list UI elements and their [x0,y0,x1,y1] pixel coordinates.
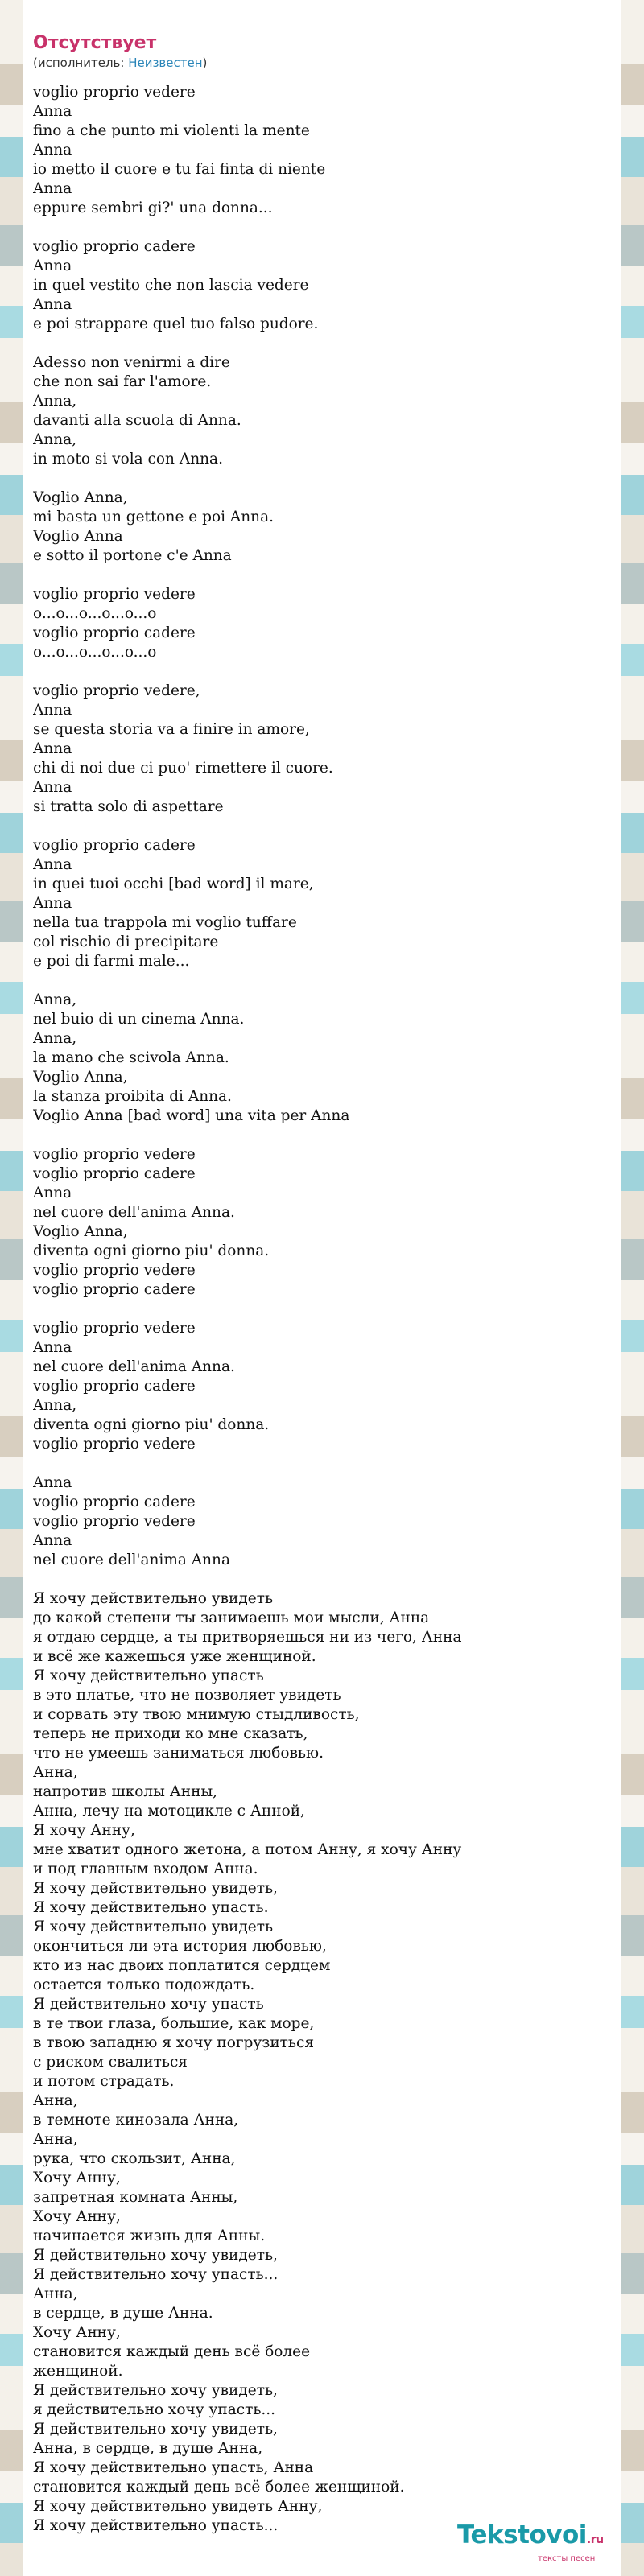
lyric-line: женщиной. [33,2363,123,2380]
lyric-line: se questa storia va a finire in amore, [33,721,310,738]
lyrics-text [23,76,621,2536]
lyric-line: nella tua trappola mi voglio tuffare [33,914,297,931]
stanza-gap [33,334,621,353]
song-title: Отсутствует [33,33,157,53]
lyric-line: col rischio di precipitare [33,934,219,950]
lyric-line: voglio proprio cadere [33,1165,196,1182]
logo-tld: .ru [586,2533,604,2546]
performer-suffix: ) [202,56,208,70]
lyric-line: Anna [33,180,72,197]
lyric-line: Я хочу действительно упасть... [33,2517,279,2534]
lyric-line: и потом страдать. [33,2073,175,2090]
lyric-line: Anna [33,142,72,159]
lyric-line: voglio proprio vedere [33,84,196,101]
lyric-line: Voglio Anna, [33,1069,128,1086]
lyric-line: я действительно хочу упасть... [33,2401,276,2418]
lyric-line: Я действительно хочу упасть [33,1996,264,2013]
lyric-line: voglio proprio vedere [33,1436,196,1453]
lyric-line: si tratta solo di aspettare [33,798,224,815]
lyric-line: eppure sembri gi?' una donna... [33,200,273,216]
lyric-line: Анна, [33,2131,78,2148]
lyric-line: Anna [33,740,72,757]
stanza-gap [33,817,621,836]
stanza-gap [33,1570,621,1589]
lyric-line: o...o...o...o...o...o [33,644,157,661]
lyric-line: и всё же кажешься уже женщиной. [33,1648,316,1665]
lyric-line: Я хочу действительно увидеть [33,1590,274,1607]
lyric-line: voglio proprio cadere [33,1378,196,1395]
lyric-line: Я действительно хочу увидеть, [33,2247,278,2264]
lyric-line: в темноте кинозала Анна, [33,2112,239,2129]
lyric-line: в сердце, в душе Анна. [33,2305,213,2322]
lyric-line: voglio proprio vedere [33,1513,196,1530]
lyric-line: diventa ogni giorno piu' donna. [33,1243,270,1259]
logo-name: Tekstovoi [457,2520,587,2549]
lyric-line: кто из нас двоих поплатится сердцем [33,1957,331,1974]
lyric-line: Anna [33,103,72,120]
lyric-line: в те твои глаза, большие, как море, [33,2015,315,2032]
lyric-line: voglio proprio cadere [33,1281,196,1298]
lyric-line: voglio proprio cadere [33,1494,196,1511]
lyric-line: окончиться ли эта история любовью, [33,1938,327,1955]
lyric-line: я отдаю сердце, а ты притворяешься ни из чего, Анна [33,1629,462,1646]
lyric-line: Anna, [33,991,77,1008]
lyric-line: io metto il cuore e tu fai finta di niente [33,161,326,178]
lyric-line: e poi strappare quel tuo falso pudore. [33,315,319,332]
lyric-line: остается только подождать. [33,1976,255,1993]
lyric-line: Anna [33,856,72,873]
site-logo[interactable] [457,2520,626,2563]
lyrics-page [23,0,621,2576]
lyric-line: Voglio Anna [33,528,123,545]
lyric-line: Анна, [33,2285,78,2302]
lyric-line: e sotto il portone c'e Anna [33,547,232,564]
lyric-line: nel cuore dell'anima Anna [33,1552,230,1568]
song-header [23,0,621,76]
lyric-line: voglio proprio cadere [33,624,196,641]
lyric-line: начинается жизнь для Анны. [33,2228,266,2244]
lyric-line: e poi di farmi male... [33,953,190,970]
lyric-line: Anna, [33,1397,77,1414]
lyric-line: что не умеешь заниматься любовью. [33,1745,324,1762]
lyric-line: теперь не приходи ко мне сказать, [33,1725,308,1742]
stanza-gap [33,566,621,585]
lyric-line: Voglio Anna [bad word] una vita per Anna [33,1107,350,1124]
lyric-line: mi basta un gettone e poi Anna. [33,509,275,526]
lyric-line: Anna [33,1532,72,1549]
lyric-line: diventa ogni giorno piu' donna. [33,1416,270,1433]
lyric-line: до какой степени ты занимаешь мои мысли, Анна [33,1609,430,1626]
lyric-line: Я хочу действительно увидеть [33,1919,274,1935]
lyric-line: voglio proprio cadere [33,238,196,255]
logo-tagline: тексты песен [538,2554,596,2563]
lyric-line: voglio proprio vedere, [33,682,200,699]
lyric-line: Анна, [33,2092,78,2109]
stanza-gap [33,1300,621,1319]
lyric-line: становится каждый день всё более [33,2343,311,2360]
lyric-line: che non sai far l'amore. [33,373,212,390]
lyric-line: в это платье, что не позволяет увидеть [33,1687,341,1704]
lyric-line: и сорвать эту твою мнимую стыдливость, [33,1706,360,1723]
stanza-gap [33,1454,621,1473]
lyric-line: напротив школы Анны, [33,1783,218,1800]
lyric-line: Хочу Анну, [33,2324,121,2341]
lyric-line: Анна, в сердце, в душе Анна, [33,2440,263,2457]
lyric-line: Я хочу действительно упасть, Анна [33,2459,314,2476]
lyric-line: in quei tuoi occhi [bad word] il mare, [33,876,314,892]
lyric-line: в твою западню я хочу погрузиться [33,2034,315,2051]
lyric-line: Хочу Анну, [33,2170,121,2187]
lyric-line: становится каждый день всё более женщиной. [33,2479,405,2496]
performer-link[interactable]: Неизвестен [128,56,203,70]
lyric-line: Anna [33,895,72,912]
lyric-line: Anna, [33,393,77,410]
lyric-line: Voglio Anna, [33,489,128,506]
stanza-gap [33,971,621,991]
lyric-line: Anna [33,296,72,313]
lyric-line: Я хочу действительно увидеть, [33,1880,278,1897]
lyric-line: Anna [33,779,72,796]
lyric-line: nel cuore dell'anima Anna. [33,1358,235,1375]
lyric-line: Анна, [33,1764,78,1781]
lyric-line: Я хочу действительно увидеть Анну, [33,2498,323,2515]
lyric-line: in moto si vola con Anna. [33,451,223,468]
lyric-line: Я хочу Анну, [33,1822,135,1839]
logo-wordmark [457,2520,626,2554]
lyric-line: с риском свалиться [33,2054,188,2071]
lyric-line: Я действительно хочу увидеть, [33,2421,278,2438]
lyric-line: Я хочу действительно упасть. [33,1899,269,1916]
lyric-line: voglio proprio vedere [33,1146,196,1163]
stanza-gap [33,1126,621,1145]
lyric-line: Хочу Анну, [33,2208,121,2225]
lyric-line: la mano che scivola Anna. [33,1049,229,1066]
lyric-line: in quel vestito che non lascia vedere [33,277,309,294]
lyric-line: chi di noi due ci puo' rimettere il cuore. [33,760,333,777]
lyric-line: Anna, [33,431,77,448]
lyric-line: voglio proprio vedere [33,586,196,603]
stanza-gap [33,218,621,237]
lyric-line: nel cuore dell'anima Anna. [33,1204,235,1221]
lyric-line: запретная комната Анны, [33,2189,238,2206]
lyric-line: и под главным входом Анна. [33,1861,258,1877]
stanza-gap [33,662,621,682]
lyric-line: voglio proprio cadere [33,837,196,854]
lyric-line: Anna [33,1339,72,1356]
lyric-line: Anna [33,258,72,274]
lyric-line: Anna [33,1474,72,1491]
lyric-line: Я действительно хочу увидеть, [33,2382,278,2399]
lyric-line: рука, что скользит, Анна, [33,2150,236,2167]
lyric-line: voglio proprio vedere [33,1262,196,1279]
lyric-line: Anna, [33,1030,77,1047]
lyric-line: o...o...o...o...o...o [33,605,157,622]
lyric-line: Анна, лечу на мотоцикле с Анной, [33,1803,305,1820]
performer-prefix: (исполнитель: [33,56,129,70]
lyric-line: la stanza proibita di Anna. [33,1088,232,1105]
lyric-line: Я действительно хочу упасть... [33,2266,279,2283]
stanza-gap [33,469,621,488]
lyric-line: nel buio di un cinema Anna. [33,1011,245,1028]
lyric-line: Adesso non venirmi a dire [33,354,230,371]
lyric-line: Anna [33,702,72,719]
lyric-line: Anna [33,1185,72,1201]
lyric-line: мне хватит одного жетона, а потом Анну, я хочу Анну [33,1841,462,1858]
performer-line [33,55,612,71]
lyric-line: davanti alla scuola di Anna. [33,412,242,429]
lyric-line: fino a che punto mi violenti la mente [33,122,310,139]
lyric-line: voglio proprio vedere [33,1320,196,1337]
lyric-line: Я хочу действительно упасть [33,1667,264,1684]
lyric-line: Voglio Anna, [33,1223,128,1240]
